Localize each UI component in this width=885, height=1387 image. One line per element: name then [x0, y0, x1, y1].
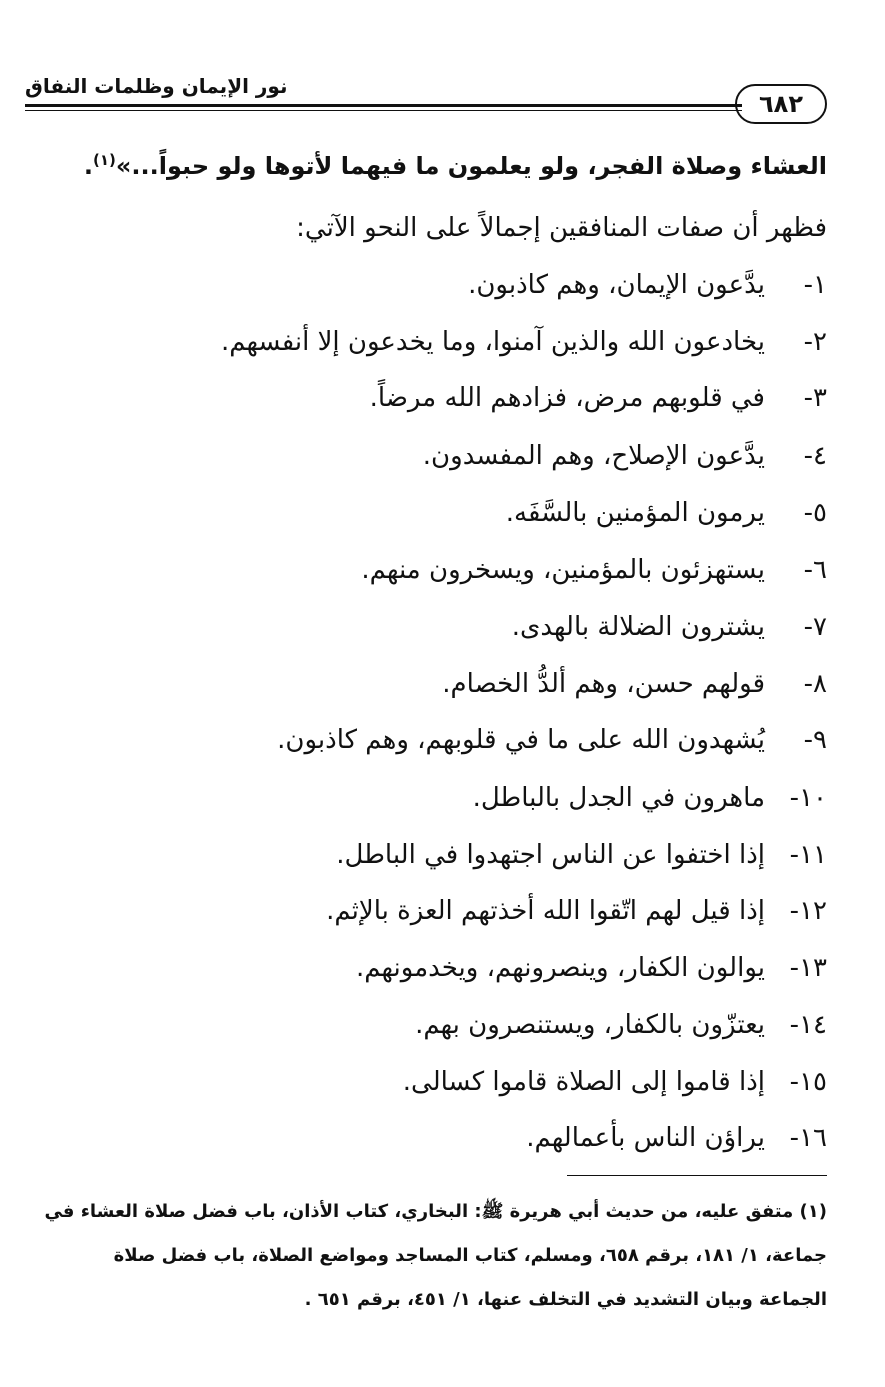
- footnote-line: الجماعة وبيان التشديد في التخلف عنها، ١/ ٤٥١، برقم ٦٥١ .: [304, 1289, 827, 1310]
- list-item: [277, 720, 827, 760]
- list-item: [468, 265, 827, 305]
- item-text: يستهزئون بالمؤمنين، ويسخرون منهم.: [361, 555, 765, 585]
- item-number: ٨-: [803, 669, 827, 699]
- list-item: [442, 664, 827, 704]
- page-number: ٦٨٢: [735, 84, 827, 124]
- item-number: ١٠-: [789, 783, 827, 813]
- list-item: [403, 1062, 827, 1102]
- list-item: [221, 322, 827, 362]
- item-number: ٦-: [803, 555, 827, 585]
- footnote-line: (١) متفق عليه، من حديث أبي هريرة ﷺ: البخاري، كتاب الأذان، باب فضل صلاة العشاء في: [44, 1201, 827, 1222]
- list-item: [370, 378, 827, 418]
- item-number: ٤-: [803, 441, 827, 471]
- item-text: يوالون الكفار، وينصرونهم، ويخدمونهم.: [355, 953, 765, 983]
- list-item: [356, 948, 827, 988]
- list-item: [326, 891, 827, 931]
- item-number: ٣-: [803, 383, 827, 413]
- item-number: ١٦-: [789, 1123, 827, 1153]
- item-text: إذا قاموا إلى الصلاة قاموا كسالى.: [402, 1067, 765, 1097]
- item-text: يعتزّون بالكفار، ويستنصرون بهم.: [415, 1010, 765, 1040]
- item-text: يرمون المؤمنين بالسَّفَه.: [505, 498, 765, 528]
- item-text: يشترون الضلالة بالهدى.: [511, 612, 765, 642]
- footnote-line: جماعة، ١/ ١٨١، برقم ٦٥٨، ومسلم، كتاب المساجد ومواضع الصلاة، باب فضل صلاة: [113, 1245, 827, 1266]
- list-item: [512, 607, 827, 647]
- item-number: ١-: [803, 270, 827, 300]
- item-text: في قلوبهم مرض، فزادهم الله مرضاً.: [369, 383, 765, 413]
- continuation-end: .: [83, 152, 94, 180]
- list-item: [415, 1005, 827, 1045]
- item-number: ١٣-: [789, 953, 827, 983]
- list-item: [526, 1118, 827, 1158]
- list-item: [361, 550, 827, 590]
- footnote-ref: (١): [93, 151, 116, 169]
- item-number: ٥-: [803, 498, 827, 528]
- item-text: يُشهدون الله على ما في قلوبهم، وهم كاذبون.: [277, 725, 765, 755]
- item-text: يدَّعون الإصلاح، وهم المفسدون.: [422, 441, 765, 471]
- intro-line: فظهر أن صفات المنافقين إجمالاً على النحو الآتي:: [296, 213, 827, 243]
- item-text: يخادعون الله والذين آمنوا، وما يخدعون إلا أنفسهم.: [220, 327, 765, 357]
- item-number: ٧-: [803, 612, 827, 642]
- main-text: [83, 0, 827, 1170]
- list-item: [423, 436, 827, 476]
- list-item: [473, 778, 827, 818]
- footnote-separator: [567, 1175, 827, 1176]
- footnote: [30, 1190, 827, 1322]
- running-title: نور الإيمان وظلمات النفاق: [25, 74, 288, 98]
- item-number: ١٥-: [789, 1067, 827, 1097]
- item-number: ٢-: [803, 327, 827, 357]
- list-item: [506, 493, 827, 533]
- list-item: [336, 835, 827, 875]
- item-number: ٩-: [803, 725, 827, 755]
- item-text: إذا قيل لهم اتّقوا الله أخذتهم العزة بالإثم.: [326, 896, 765, 926]
- continuation-line: [84, 140, 827, 186]
- item-text: يراؤن الناس بأعمالهم.: [526, 1123, 765, 1153]
- item-text: يدَّعون الإيمان، وهم كاذبون.: [468, 270, 765, 300]
- continuation-text: العشاء وصلاة الفجر، ولو يعلمون ما فيهما لأتوها ولو حبواً...»: [115, 152, 827, 180]
- item-text: قولهم حسن، وهم ألدُّ الخصام.: [442, 669, 765, 699]
- item-text: إذا اختفوا عن الناس اجتهدوا في الباطل.: [336, 840, 765, 870]
- item-number: ١٢-: [789, 896, 827, 926]
- item-number: ١١-: [789, 840, 827, 870]
- item-text: ماهرون في الجدل بالباطل.: [472, 783, 765, 813]
- item-number: ١٤-: [789, 1010, 827, 1040]
